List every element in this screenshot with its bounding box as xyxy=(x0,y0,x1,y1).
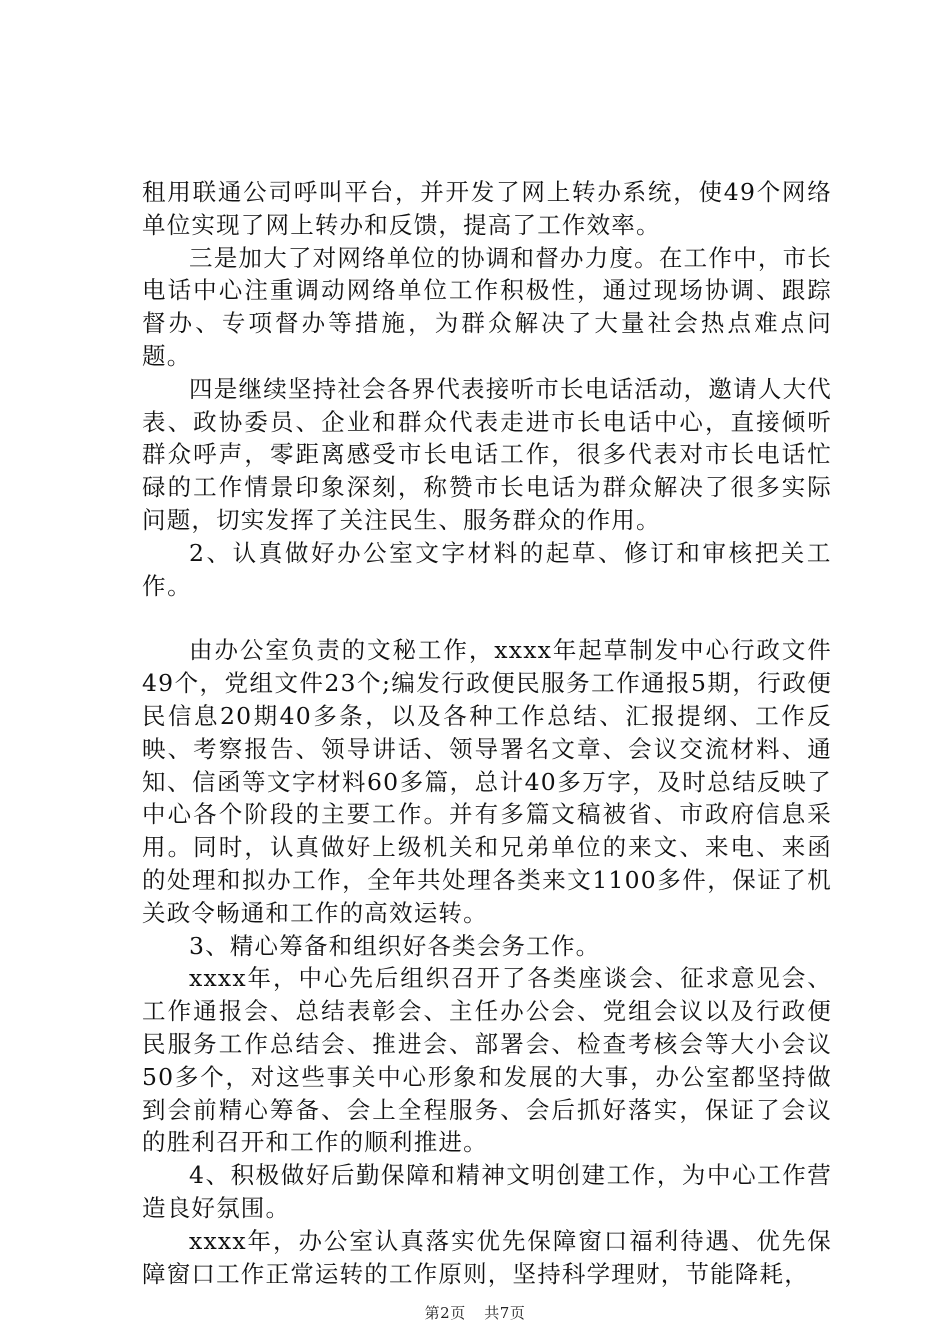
page-number: 第2页 xyxy=(424,1304,466,1322)
page-total: 共7页 xyxy=(484,1304,526,1322)
paragraph-gap xyxy=(142,602,832,634)
paragraph-1: 租用联通公司呼叫平台，并开发了网上转办系统，使49个网络单位实现了网上转办和反馈，提高了工作效率。 xyxy=(142,178,832,239)
paragraph-2: 三是加大了对网络单位的协调和督办力度。在工作中，市长电话中心注重调动网络单位工作积极性，通过现场协调、跟踪督办、专项督办等措施，为群众解决了大量社会热点难点问题。 xyxy=(142,243,832,370)
document-body xyxy=(142,176,832,1290)
section-heading-4: 4、积极做好后勤保障和精神文明创建工作，为中心工作营造良好氛围。 xyxy=(142,1161,832,1222)
page-footer xyxy=(0,1302,950,1323)
section-heading-2: 2、认真做好办公室文字材料的起草、修订和审核把关工作。 xyxy=(142,538,832,600)
section-heading-3: 3、精心筹备和组织好各类会务工作。 xyxy=(189,931,601,960)
paragraph-3: 四是继续坚持社会各界代表接听市长电话活动，邀请人大代表、政协委员、企业和群众代表走进市长电话中心，直接倾听群众呼声，零距离感受市长电话工作，很多代表对市长电话忙碌的工作情景印象深刻，称赞市长电话为群众解决了很多实际问题，切实发挥了关注民生、服务群众的作用。 xyxy=(142,374,832,534)
paragraph-5: xxxx年，中心先后组织召开了各类座谈会、征求意见会、工作通报会、总结表彰会、主任办公会、党组会议以及行政便民服务工作总结会、推进会、部署会、检查考核会等大小会议50多个，对这些事关中心形象和发展的大事，办公室都坚持做到会前精心筹备、会上全程服务、会后抓好落实，保证了会议的胜利召开和工作的顺利推进。 xyxy=(142,964,832,1157)
paragraph-4: 由办公室负责的文秘工作，xxxx年起草制发中心行政文件49个，党组文件23个;编发行政便民服务工作通报5期，行政便民信息20期40多条，以及各种工作总结、汇报提纲、工作反映、考察报告、领导讲话、领导署名文章、会议交流材料、通知、信函等文字材料60多篇，总计40多万字，及时总结反映了中心各个阶段的主要工作。并有多篇文稿被省、市政府信息采用。同时，认真做好上级机关和兄弟单位的来文、来电、来函的处理和拟办工作，全年共处理各类来文1100多件，保证了机关政令畅通和工作的高效运转。 xyxy=(142,636,832,927)
paragraph-6: xxxx年，办公室认真落实优先保障窗口福利待遇、优先保障窗口工作正常运转的工作原则，坚持科学理财，节能降耗， xyxy=(142,1226,832,1288)
